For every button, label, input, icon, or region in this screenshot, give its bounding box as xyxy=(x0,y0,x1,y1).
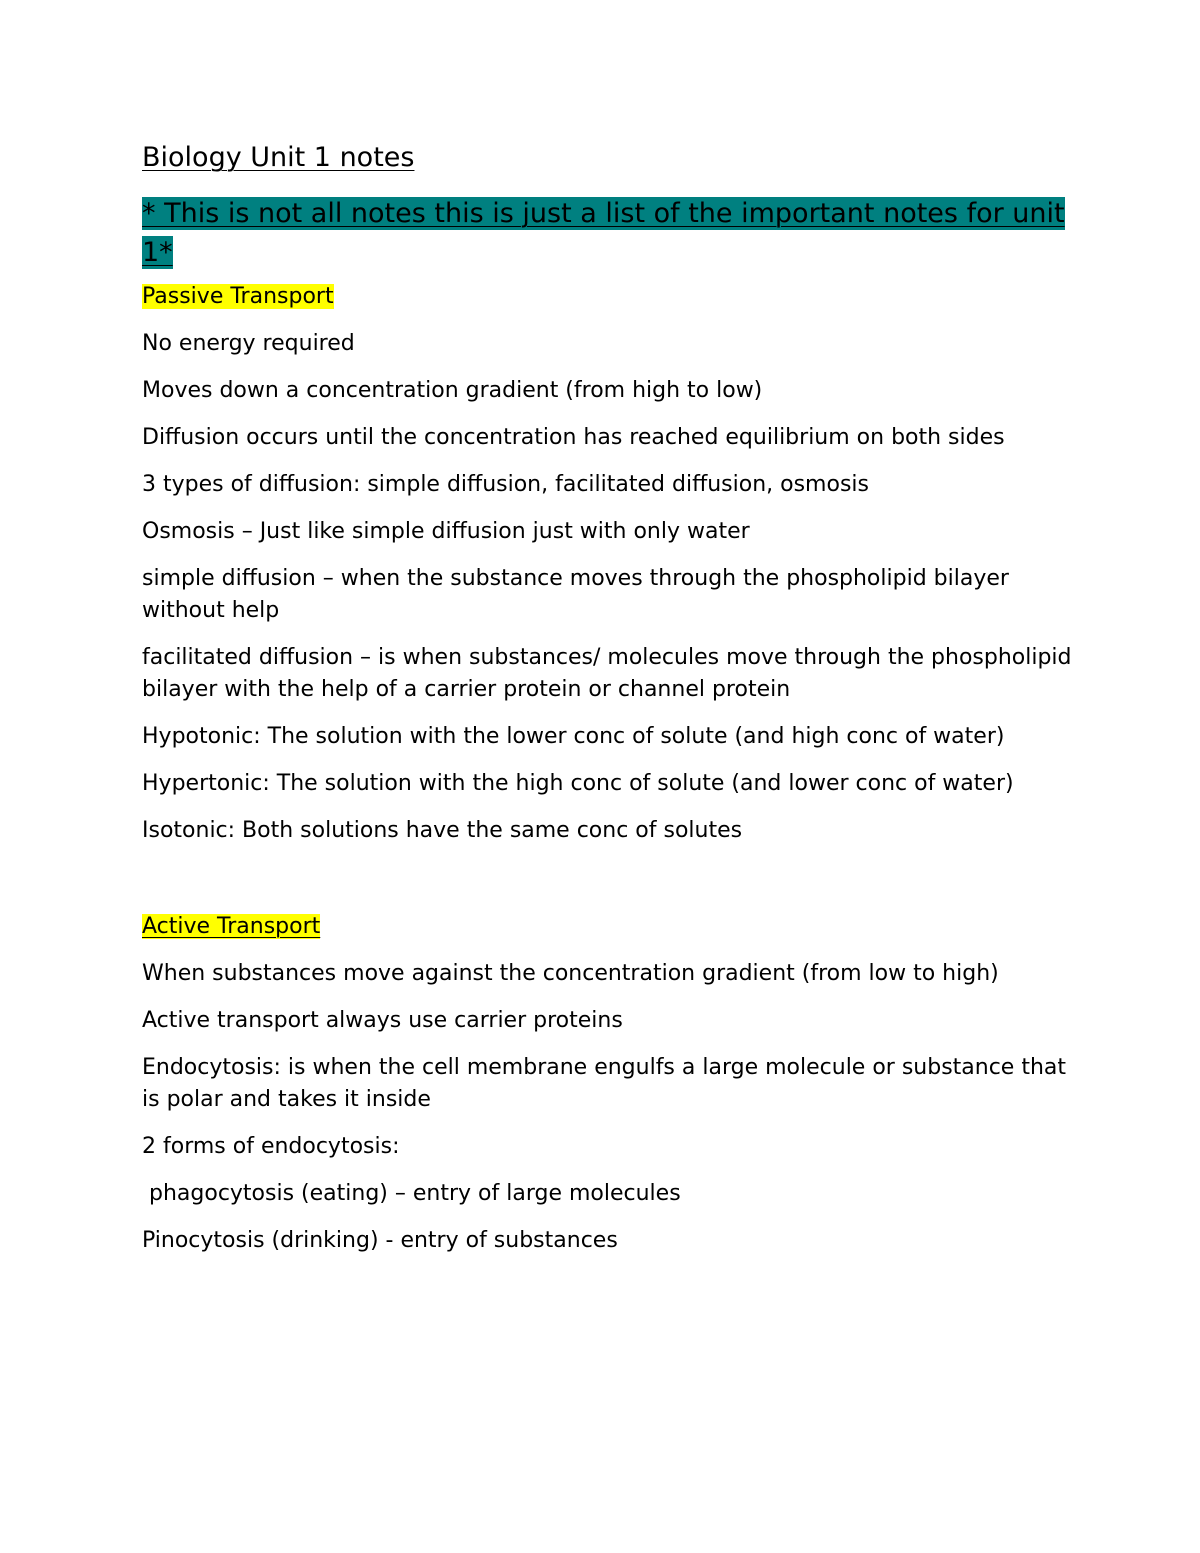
note-item: 2 forms of endocytosis: xyxy=(142,1134,400,1159)
note-item: 3 types of diffusion: simple diffusion, facilitated diffusion, osmosis xyxy=(142,472,869,497)
section-heading-active-transport xyxy=(142,912,1072,942)
note-item: simple diffusion – when the substance moves through the phospholipid bilayer without help xyxy=(142,566,1009,623)
section-heading-passive-transport xyxy=(142,282,1072,312)
document-title: Biology Unit 1 notes xyxy=(142,142,415,173)
note-item: Isotonic: Both solutions have the same conc of solutes xyxy=(142,818,743,843)
note-item: facilitated diffusion – is when substances/ molecules move through the phospholipid bilayer with the help of a carrier protein or channel protein xyxy=(142,645,1072,702)
important-notes-callout xyxy=(142,194,1072,272)
note-item: Osmosis – Just like simple diffusion just with only water xyxy=(142,519,750,544)
document-page xyxy=(142,140,1072,1272)
callout-text: * This is not all notes this is just a list of the important notes for unit 1* xyxy=(142,198,1065,268)
heading-text: Active Transport xyxy=(142,914,321,939)
note-item: Moves down a concentration gradient (from high to low) xyxy=(142,378,763,403)
note-item: Hypertonic: The solution with the high conc of solute (and lower conc of water) xyxy=(142,771,1014,796)
note-item: phagocytosis (eating) – entry of large molecules xyxy=(142,1181,681,1206)
note-item: When substances move against the concentration gradient (from low to high) xyxy=(142,961,999,986)
note-item: No energy required xyxy=(142,331,355,356)
heading-text: Passive Transport xyxy=(142,284,334,309)
note-item: Endocytosis: is when the cell membrane engulfs a large molecule or substance that is polar and takes it inside xyxy=(142,1055,1067,1112)
note-item: Hypotonic: The solution with the lower conc of solute (and high conc of water) xyxy=(142,724,1005,749)
note-item: Diffusion occurs until the concentration has reached equilibrium on both sides xyxy=(142,425,1005,450)
note-item: Pinocytosis (drinking) - entry of substances xyxy=(142,1228,618,1253)
note-item: Active transport always use carrier proteins xyxy=(142,1008,623,1033)
section-spacer xyxy=(142,862,1072,912)
